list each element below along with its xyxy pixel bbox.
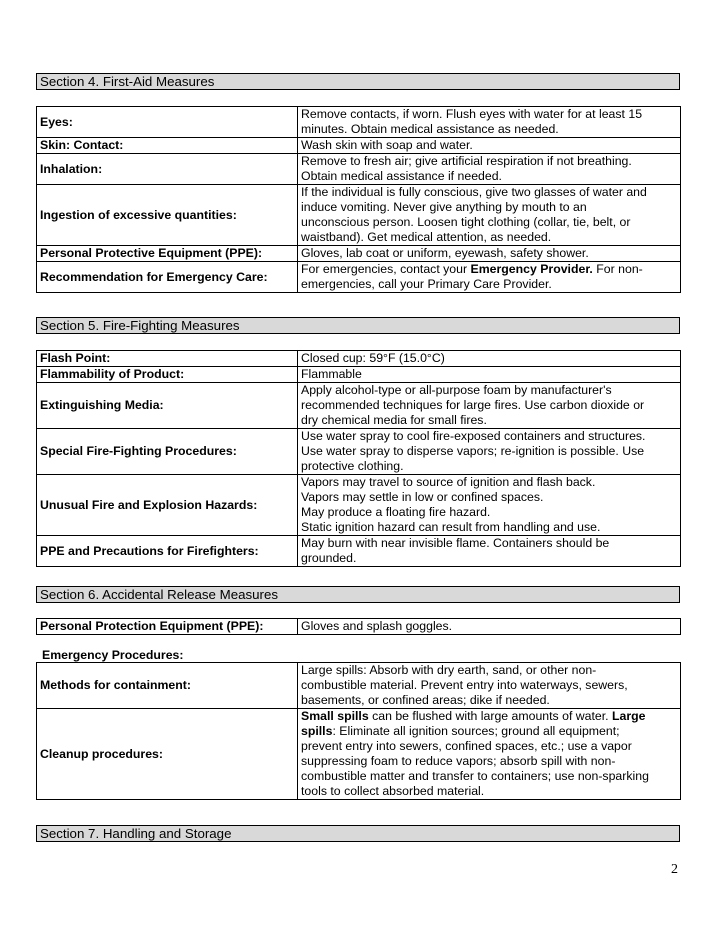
value-bold: Small spills: [301, 709, 369, 723]
row-label: Eyes:: [37, 107, 298, 138]
page-number: 2: [671, 862, 678, 877]
section-6-header: Section 6. Accidental Release Measures: [36, 586, 680, 603]
table-row: [37, 709, 681, 800]
row-value: [298, 262, 681, 293]
row-label: Flash Point:: [37, 351, 298, 367]
value-text: For non- emergencies, call your Primary Care Provider.: [301, 262, 643, 291]
fire-fighting-table: [36, 350, 681, 567]
row-value: Remove to fresh air; give artificial respiration if not breathing. Obtain medical assistance if needed.: [298, 154, 681, 185]
row-value: Closed cup: 59°F (15.0°C): [298, 351, 681, 367]
ppe-table: [36, 618, 681, 635]
emergency-procedures-heading: Emergency Procedures:: [42, 648, 184, 662]
row-label: Skin: Contact:: [37, 138, 298, 154]
first-aid-table: [36, 106, 681, 293]
table-row: [37, 619, 681, 635]
table-row: [37, 154, 681, 185]
table-row: [37, 663, 681, 709]
row-value: Gloves, lab coat or uniform, eyewash, safety shower.: [298, 246, 681, 262]
row-label: Methods for containment:: [37, 663, 298, 709]
row-value: If the individual is fully conscious, give two glasses of water and induce vomiting. Never give anything by mouth to an unconscious person. Loosen tight clothing (collar, tie, belt, or waistband). Get medical attention, as needed.: [298, 185, 681, 246]
row-value: Vapors may travel to source of ignition and flash back. Vapors may settle in low or confined spaces. May produce a floating fire hazard. Static ignition hazard can result from handling and use.: [298, 475, 681, 536]
section-5-header: Section 5. Fire-Fighting Measures: [36, 317, 680, 334]
table-row: [37, 367, 681, 383]
row-value: Remove contacts, if worn. Flush eyes with water for at least 15 minutes. Obtain medical assistance as needed.: [298, 107, 681, 138]
table-row: [37, 383, 681, 429]
row-value: Large spills: Absorb with dry earth, sand, or other non- combustible material. Prevent entry into waterways, sewers, basements, or confined areas; dike if needed.: [298, 663, 681, 709]
row-label: Recommendation for Emergency Care:: [37, 262, 298, 293]
value-text: For emergencies, contact your: [301, 262, 471, 276]
row-label: Unusual Fire and Explosion Hazards:: [37, 475, 298, 536]
table-row: [37, 138, 681, 154]
value-text: : Eliminate all ignition sources; ground all equipment; prevent entry into sewers, confined spaces, etc.; use a vapor suppressing foam to reduce vapors; absorb spill with non- combustible matter and transfer to containers; use non-sparking tools to collect absorbed material.: [301, 724, 649, 798]
row-label: Flammability of Product:: [37, 367, 298, 383]
row-value: Use water spray to cool fire-exposed containers and structures. Use water spray to disperse vapors; re-ignition is possible. Use protective clothing.: [298, 429, 681, 475]
row-value: May burn with near invisible flame. Containers should be grounded.: [298, 536, 681, 567]
table-row: [37, 351, 681, 367]
row-value: Flammable: [298, 367, 681, 383]
row-value: Wash skin with soap and water.: [298, 138, 681, 154]
row-label: Personal Protective Equipment (PPE):: [37, 246, 298, 262]
row-label: Cleanup procedures:: [37, 709, 298, 800]
emergency-procedures-table: [36, 662, 681, 800]
table-row: [37, 246, 681, 262]
row-label: Inhalation:: [37, 154, 298, 185]
row-label: Extinguishing Media:: [37, 383, 298, 429]
section-4-header: Section 4. First-Aid Measures: [36, 73, 680, 90]
value-text: can be flushed with large amounts of water.: [368, 709, 613, 723]
row-value: Apply alcohol-type or all-purpose foam by manufacturer's recommended techniques for large fires. Use carbon dioxide or dry chemical media for small fires.: [298, 383, 681, 429]
value-bold: Emergency Provider.: [470, 262, 593, 276]
row-value: Gloves and splash goggles.: [298, 619, 681, 635]
row-label: Ingestion of excessive quantities:: [37, 185, 298, 246]
row-label: PPE and Precautions for Firefighters:: [37, 536, 298, 567]
table-row: [37, 107, 681, 138]
row-label: Personal Protection Equipment (PPE):: [37, 619, 298, 635]
table-row: [37, 536, 681, 567]
row-value: [298, 709, 681, 800]
table-row: [37, 185, 681, 246]
table-row: [37, 262, 681, 293]
table-row: [37, 475, 681, 536]
value-bold: Large spills: [301, 709, 646, 738]
section-7-header: Section 7. Handling and Storage: [36, 825, 680, 842]
table-row: [37, 429, 681, 475]
row-label: Special Fire-Fighting Procedures:: [37, 429, 298, 475]
